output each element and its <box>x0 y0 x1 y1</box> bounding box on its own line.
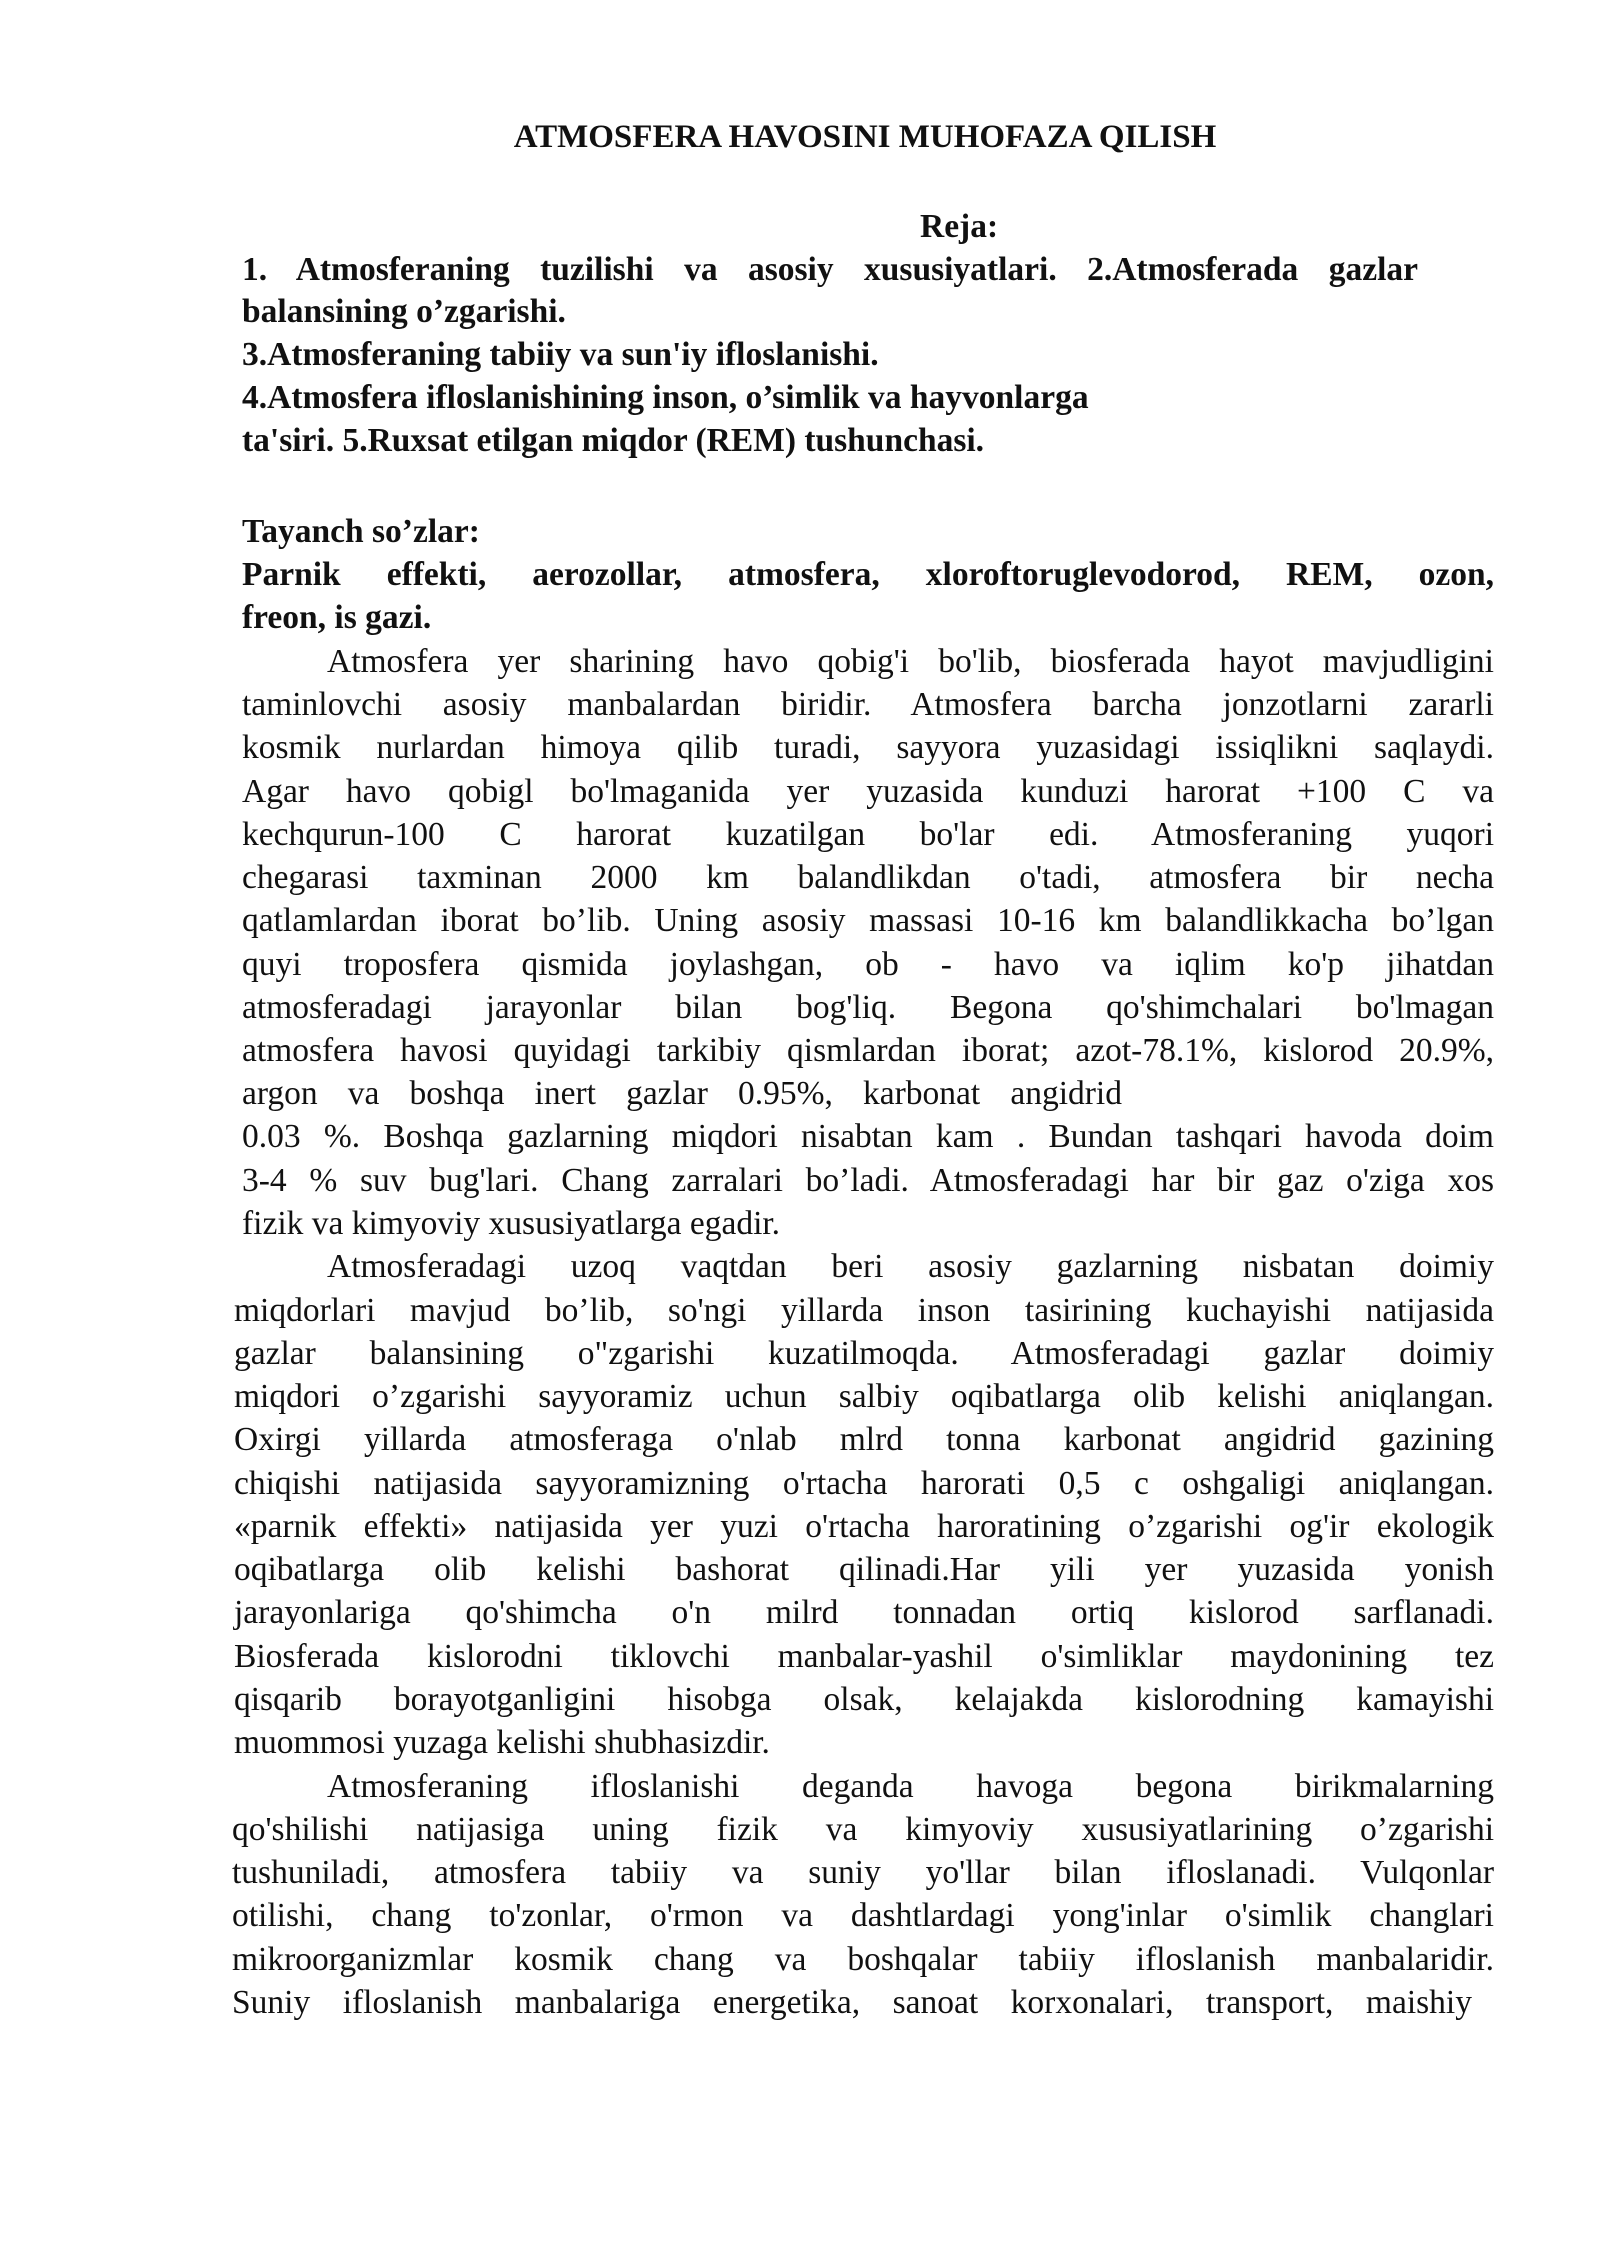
keywords-line: freon, is gazi. <box>242 599 432 636</box>
plan-line: 3.Atmosferaning tabiiy va sun'iy ifloslanishi. <box>242 336 879 373</box>
plan-line: 1. Atmosferaning tuzilishi va asosiy xususiyatlari. 2.Atmosferada gazlar <box>242 251 1418 288</box>
document-title: ATMOSFERA HAVOSINI MUHOFAZA QILISH <box>513 119 1217 155</box>
plan-heading: Reja: <box>920 208 999 245</box>
paragraph-line: kechqurun-100 C harorat kuzatilgan bo'lar edi. Atmosferaning yuqori <box>242 816 1494 853</box>
paragraph-line: qo'shilishi natijasiga uning fizik va kimyoviy xususiyatlarining o’zgarishi <box>232 1811 1494 1848</box>
keywords-heading: Tayanch so’zlar: <box>242 513 480 550</box>
paragraph-line: quyi troposfera qismida joylashgan, ob - havo va iqlim ko'p jihatdan <box>242 946 1494 983</box>
paragraph-line: fizik va kimyoviy xususiyatlarga egadir. <box>242 1205 781 1242</box>
paragraph-line: atmosfera havosi quyidagi tarkibiy qismlardan iborat; azot-78.1%, kislorod 20.9%, <box>242 1032 1494 1069</box>
paragraph-line: kosmik nurlardan himoya qilib turadi, sayyora yuzasidagi issiqlikni saqlaydi. <box>242 729 1494 766</box>
paragraph-line: Atmosferaning ifloslanishi deganda havoga begona birikmalarning <box>327 1768 1494 1805</box>
paragraph-line: oqibatlarga olib kelishi bashorat qilinadi.Har yili yer yuzasida yonish <box>234 1551 1494 1588</box>
paragraph-line: Agar havo qobigl bo'lmaganida yer yuzasida kunduzi harorat +100 C va <box>242 773 1494 810</box>
paragraph-line: 3-4 % suv bug'lari. Chang zarralari bo’ladi. Atmosferadagi har bir gaz o'ziga xos <box>242 1162 1494 1199</box>
paragraph-line: Suniy ifloslanish manbalariga energetika, sanoat korxonalari, transport, maishiy <box>232 1984 1472 2021</box>
paragraph-line: chegarasi taxminan 2000 km balandlikdan o'tadi, atmosfera bir necha <box>242 859 1494 896</box>
paragraph-line: atmosferadagi jarayonlar bilan bog'liq. Begona qo'shimchalari bo'lmagan <box>242 989 1494 1026</box>
paragraph-line: argon va boshqa inert gazlar 0.95%, karbonat angidrid <box>242 1075 1122 1112</box>
paragraph-line: Atmosferadagi uzoq vaqtdan beri asosiy gazlarning nisbatan doimiy <box>327 1248 1494 1285</box>
paragraph-line: chiqishi natijasida sayyoramizning o'rtacha harorati 0,5 c oshgaligi aniqlangan. <box>234 1465 1494 1502</box>
paragraph-line: Atmosfera yer sharining havo qobig'i bo'lib, biosferada hayot mavjudligini <box>327 643 1494 680</box>
paragraph-line: 0.03 %. Boshqa gazlarning miqdori nisabtan kam . Bundan tashqari havoda doim <box>242 1118 1494 1155</box>
paragraph-line: miqdori o’zgarishi sayyoramiz uchun salbiy oqibatlarga olib kelishi aniqlangan. <box>234 1378 1494 1415</box>
plan-line: 4.Atmosfera ifloslanishining inson, o’simlik va hayvonlarga <box>242 379 1089 416</box>
paragraph-line: miqdorlari mavjud bo’lib, so'ngi yillarda inson tasirining kuchayishi natijasida <box>234 1292 1494 1329</box>
plan-line: ta'siri. 5.Ruxsat etilgan miqdor (REM) tushunchasi. <box>242 422 985 459</box>
paragraph-line: tushuniladi, atmosfera tabiiy va suniy yo'llar bilan ifloslanadi. Vulqonlar <box>232 1854 1494 1891</box>
paragraph-line: mikroorganizmlar kosmik chang va boshqalar tabiiy ifloslanish manbalaridir. <box>232 1941 1494 1978</box>
paragraph-line: qatlamlardan iborat bo’lib. Uning asosiy massasi 10-16 km balandlikkacha bo’lgan <box>242 902 1494 939</box>
paragraph-line: qisqarib borayotganligini hisobga olsak, kelajakda kislorodning kamayishi <box>234 1681 1494 1718</box>
paragraph-line: Biosferada kislorodni tiklovchi manbalar-yashil o'simliklar maydonining tez <box>234 1638 1494 1675</box>
paragraph-line: «parnik effekti» natijasida yer yuzi o'rtacha haroratining o’zgarishi og'ir ekologik <box>234 1508 1494 1545</box>
paragraph-line: gazlar balansining o"zgarishi kuzatilmoqda. Atmosferadagi gazlar doimiy <box>234 1335 1494 1372</box>
paragraph-line: jarayonlariga qo'shimcha o'n milrd tonnadan ortiq kislorod sarflanadi. <box>234 1594 1494 1631</box>
keywords-line: Parnik effekti, aerozollar, atmosfera, xloroftoruglevodorod, REM, ozon, <box>242 556 1494 593</box>
paragraph-line: Oxirgi yillarda atmosferaga o'nlab mlrd tonna karbonat angidrid gazining <box>234 1421 1494 1458</box>
plan-line: balansining o’zgarishi. <box>242 293 566 330</box>
paragraph-line: muommosi yuzaga kelishi shubhasizdir. <box>234 1724 770 1761</box>
paragraph-line: taminlovchi asosiy manbalardan biridir. Atmosfera barcha jonzotlarni zararli <box>242 686 1494 723</box>
paragraph-line: otilishi, chang to'zonlar, o'rmon va dashtlardagi yong'inlar o'simlik changlari <box>232 1897 1494 1934</box>
